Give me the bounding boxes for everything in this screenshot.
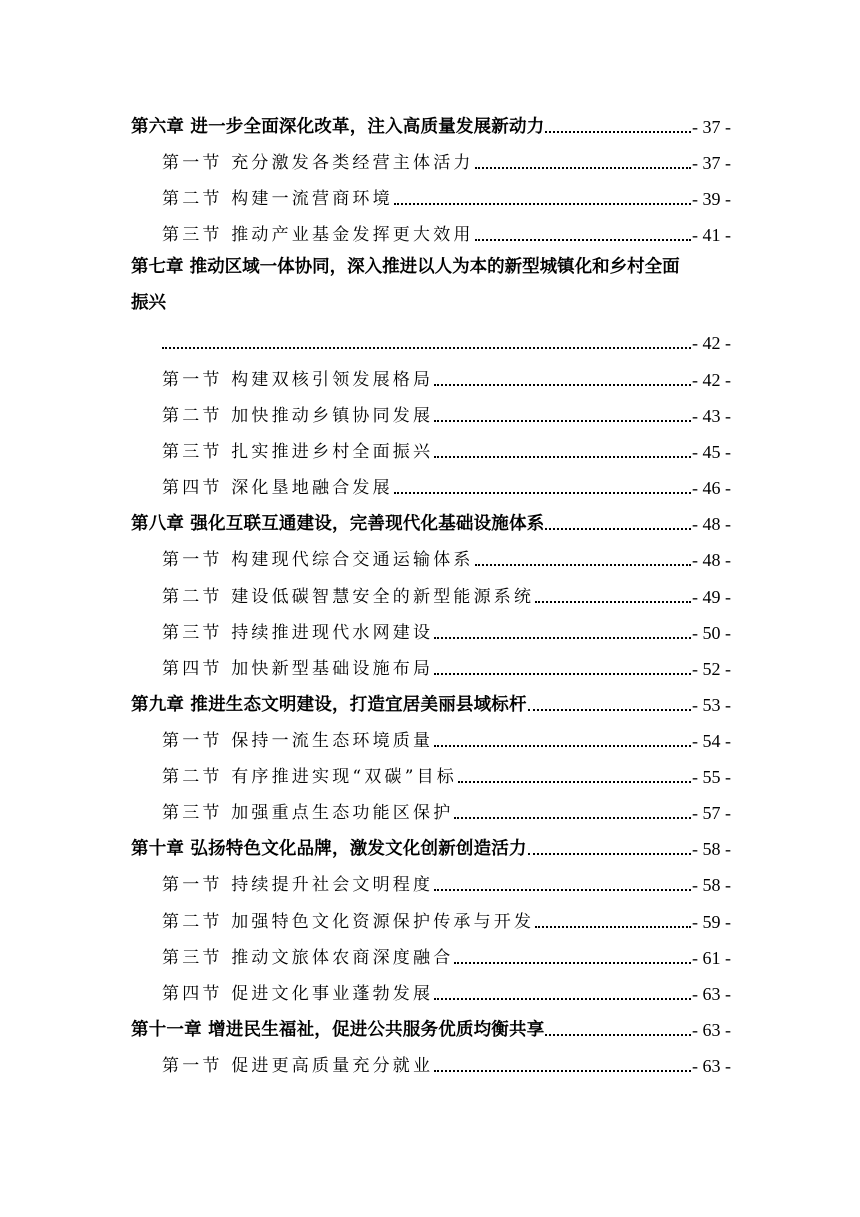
dot-leader [535, 601, 691, 603]
dot-leader [162, 347, 691, 349]
toc-section[interactable] [0, 144, 860, 174]
toc-section[interactable] [0, 939, 860, 969]
toc-entry-title: 第十章 弘扬特色文化品牌，激发文化创新创造活力 [131, 839, 527, 859]
toc-page-number: - 63 - [692, 1056, 731, 1076]
toc-entry-title: 第九章 推进生态文明建设，打造宜居美丽县域标杆 [131, 695, 527, 715]
toc-page-number: - 42 - [692, 333, 731, 353]
dot-leader [434, 420, 691, 422]
toc-entry-title: 第一节 促进更高质量充分就业 [162, 1056, 434, 1076]
toc-chapter-8[interactable] [0, 505, 860, 535]
toc-page-number: - 37 - [692, 153, 731, 173]
toc-page-number: - 57 - [692, 803, 731, 823]
dot-leader [394, 492, 691, 494]
toc-section[interactable] [0, 975, 860, 1005]
toc-entry-title: 第一节 充分激发各类经营主体活力 [162, 153, 474, 173]
toc-entry-title: 第一节 构建双核引领发展格局 [162, 370, 434, 390]
dot-leader [528, 709, 691, 711]
toc-entry-title: 第一节 构建现代综合交通运输体系 [162, 550, 474, 570]
toc-section[interactable] [0, 397, 860, 427]
dot-leader [528, 853, 691, 855]
toc-entry-title: 第八章 强化互联互通建设，完善现代化基础设施体系 [131, 514, 545, 534]
toc-page-number: - 53 - [692, 695, 731, 715]
dot-leader [454, 817, 691, 819]
toc-entry-title: 第一节 保持一流生态环境质量 [162, 731, 434, 751]
toc-page-number: - 37 - [692, 117, 731, 137]
toc-section[interactable] [0, 578, 860, 608]
dot-leader [475, 564, 691, 566]
toc-chapter-7-line-1[interactable]: 第七章 推动区域一体协同，深入推进以人为本的新型城镇化和乡村全面 [131, 257, 680, 277]
dot-leader [394, 203, 691, 205]
toc-page-number: - 61 - [692, 948, 731, 968]
toc-chapter-9[interactable] [0, 686, 860, 716]
toc-section[interactable] [0, 216, 860, 246]
dot-leader [434, 673, 691, 675]
dot-leader [434, 637, 691, 639]
toc-page-number: - 63 - [692, 1020, 731, 1040]
toc-entry-title: 第三节 持续推进现代水网建设 [162, 623, 434, 643]
dot-leader [535, 926, 691, 928]
toc-section[interactable] [0, 433, 860, 463]
toc-section[interactable] [0, 469, 860, 499]
dot-leader [475, 239, 691, 241]
toc-page-number: - 55 - [692, 767, 731, 787]
toc-chapter-11[interactable] [0, 1011, 860, 1041]
toc-section[interactable] [0, 541, 860, 571]
toc-chapter-6[interactable] [0, 108, 860, 138]
toc-page-number: - 43 - [692, 406, 731, 426]
toc-entry-title: 第二节 有序推进实现“双碳”目标 [162, 767, 457, 787]
dot-leader [434, 1070, 691, 1072]
toc-entry-title: 第二节 构建一流营商环境 [162, 189, 393, 209]
toc-section[interactable] [0, 614, 860, 644]
toc-entry-title: 第三节 推动产业基金发挥更大效用 [162, 225, 474, 245]
toc-chapter-10[interactable] [0, 830, 860, 860]
toc-entry-title: 第四节 加快新型基础设施布局 [162, 659, 434, 679]
toc-section[interactable] [0, 722, 860, 752]
toc-chapter-7[interactable] [0, 324, 860, 354]
dot-leader [434, 998, 691, 1000]
toc-section[interactable] [0, 903, 860, 933]
toc-page-number: - 39 - [692, 189, 731, 209]
toc-page-number: - 58 - [692, 839, 731, 859]
toc-section[interactable] [0, 794, 860, 824]
toc-page-number: - 52 - [692, 659, 731, 679]
toc-entry-title: 第三节 推动文旅体农商深度融合 [162, 948, 454, 968]
toc-entry-title: 第一节 持续提升社会文明程度 [162, 875, 434, 895]
toc-chapter-7-line-2[interactable]: 振兴 [131, 293, 166, 313]
toc-page-number: - 48 - [692, 514, 731, 534]
dot-leader [434, 745, 691, 747]
toc-page-number: - 54 - [692, 731, 731, 751]
toc-page-number: - 41 - [692, 225, 731, 245]
toc-page-number: - 63 - [692, 984, 731, 1004]
dot-leader [475, 167, 691, 169]
toc-entry-title: 第六章 进一步全面深化改革，注入高质量发展新动力 [131, 117, 545, 137]
toc-entry-title: 第二节 建设低碳智慧安全的新型能源系统 [162, 587, 535, 607]
toc-entry-title: 第三节 加强重点生态功能区保护 [162, 803, 454, 823]
toc-page-number: - 49 - [692, 587, 731, 607]
toc-page-number: - 45 - [692, 442, 731, 462]
toc-page-number: - 42 - [692, 370, 731, 390]
toc-section[interactable] [0, 1047, 860, 1077]
toc-section[interactable] [0, 758, 860, 788]
dot-leader [545, 1034, 691, 1036]
dot-leader [434, 384, 691, 386]
toc-section[interactable] [0, 361, 860, 391]
toc-page-number: - 59 - [692, 912, 731, 932]
dot-leader [434, 456, 691, 458]
dot-leader [458, 781, 691, 783]
toc-entry-title: 第十一章 增进民生福祉，促进公共服务优质均衡共享 [131, 1020, 545, 1040]
toc-page-number: - 46 - [692, 478, 731, 498]
dot-leader [545, 131, 691, 133]
dot-leader [454, 962, 691, 964]
toc-entry-title: 第二节 加强特色文化资源保护传承与开发 [162, 912, 535, 932]
toc-entry-title: 第二节 加快推动乡镇协同发展 [162, 406, 434, 426]
toc-section[interactable] [0, 180, 860, 210]
dot-leader [545, 528, 691, 530]
toc-section[interactable] [0, 866, 860, 896]
toc-page-number: - 58 - [692, 875, 731, 895]
toc-entry-title: 第三节 扎实推进乡村全面振兴 [162, 442, 434, 462]
toc-page-number: - 48 - [692, 550, 731, 570]
toc-page-number: - 50 - [692, 623, 731, 643]
toc-entry-title: 第四节 促进文化事业蓬勃发展 [162, 984, 434, 1004]
toc-section[interactable] [0, 650, 860, 680]
toc-entry-title: 第四节 深化垦地融合发展 [162, 478, 393, 498]
dot-leader [434, 889, 691, 891]
